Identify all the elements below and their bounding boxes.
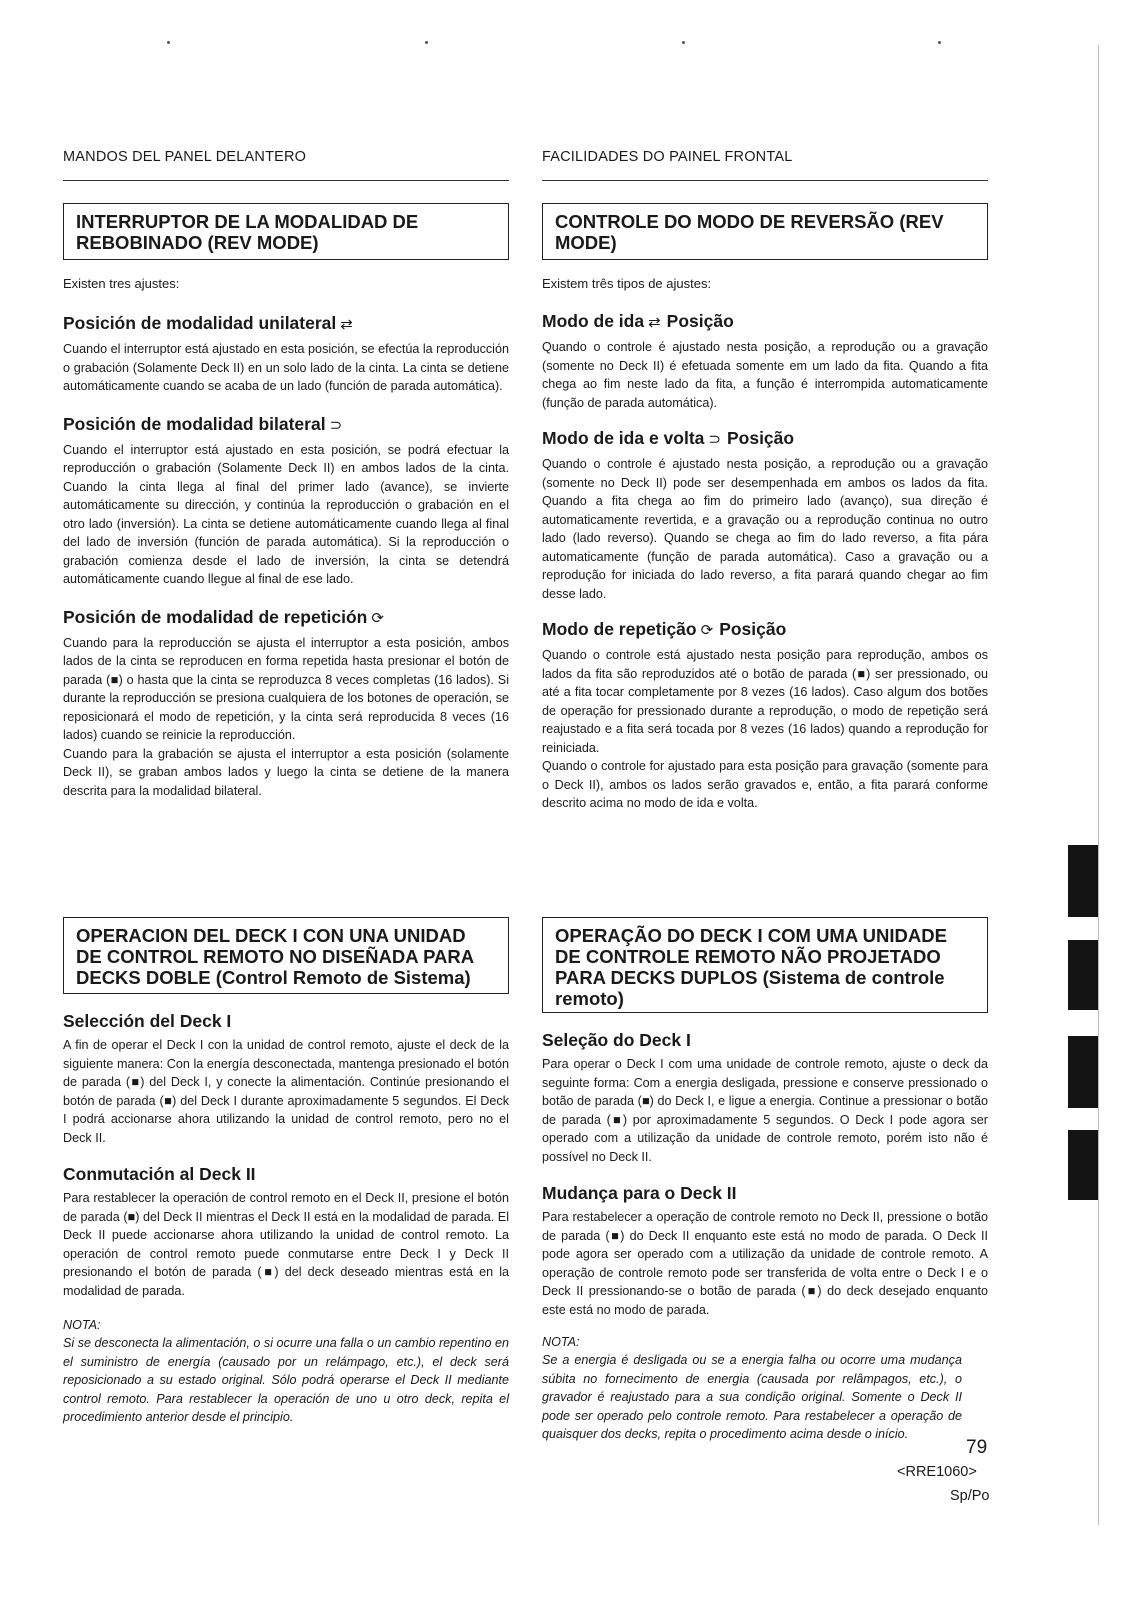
left-bottom-column: [63, 1010, 509, 1427]
repeticao-heading-after: Posição: [719, 619, 787, 639]
rev-mode-title-box-es: INTERRUPTOR DE LA MODALIDAD DE REBOBINADO (REV MODE): [63, 203, 509, 260]
scan-speck: [167, 41, 170, 44]
page-edge-line: [1098, 45, 1099, 1525]
repeticao-heading: [542, 618, 988, 642]
nota-label-pt: NOTA:: [542, 1335, 580, 1349]
right-top-column: [542, 275, 988, 813]
thumb-tab: [1068, 1036, 1098, 1108]
unilateral-text: Cuando el interruptor está ajustado en esta posición, se efectúa la reproducción o grabación (Solamente Deck II) en un solo lado de la cinta. La cinta se detiene automáticamente cuando se acaba de un lado (función de parada automática).: [63, 342, 509, 393]
scan-speck: [938, 41, 941, 44]
switch-deck-heading-es: Conmutación al Deck II: [63, 1164, 256, 1184]
bilateral-heading-text: Posición de modalidad bilateral: [63, 413, 326, 434]
unilateral-heading-text: Posición de modalidad unilateral: [63, 313, 337, 333]
thumb-tab: [1068, 940, 1098, 1010]
ida-heading-text: Modo de ida: [542, 311, 645, 331]
ida-heading-after: Posição: [666, 311, 734, 331]
repeticao-heading-text: Modo de repetição: [542, 619, 697, 639]
ida-heading: [542, 310, 988, 334]
repeticao-text-2: Quando o controle for ajustado para esta posição para gravação (somente para o Deck II), ambos os lados serão gravados e, então, a fita parará conforme descrito acima no modo de ida e volta.: [542, 759, 988, 810]
rev-intro-pt: Existem três tipos de ajustes:: [542, 276, 712, 291]
repeat-text-2: Cuando para la grabación se ajusta el interruptor a esta posición (solamente Deck II), se graban ambos lados y luego la cinta se detiene de la manera descrita para la modalidad bilateral.: [63, 746, 509, 798]
header-left: MANDOS DEL PANEL DELANTERO: [63, 149, 307, 165]
repeat-heading-text: Posición de modalidad de repetición: [63, 606, 368, 627]
page-number: 79: [966, 1437, 988, 1458]
document-code: <RRE1060>: [897, 1464, 977, 1480]
header-rule-right: [542, 180, 988, 181]
thumb-tab: [1068, 1130, 1098, 1200]
switch-deck-text-pt: Para restabelecer a operação de controle remoto no Deck II, pressione o botão de parada (■) do Deck II enquanto este está no modo de parada. O Deck II pode agora ser operado com a utilização da unidade de controle remoto. A operação de controle remoto pode ser transferida de volta entre o Deck I e o Deck II pressionando-se o botão de parada (■) do deck desejado enquanto este está no modo de parada.: [542, 1210, 988, 1317]
nota-label-es: NOTA:: [63, 1318, 101, 1332]
select-deck-heading-es: Selección del Deck I: [63, 1011, 232, 1031]
repeat-heading: [63, 606, 509, 630]
header-rule-left: [63, 180, 509, 181]
remote-title-box-es: OPERACION DEL DECK I CON UNA UNIDAD DE CONTROL REMOTO NO DISEÑADA PARA DECKS DOBLE (Control Remoto de Sistema): [63, 917, 509, 994]
nota-text-pt: Se a energia é desligada ou se a energia falha ou ocorre uma mudança súbita no fornecimento de energia (causada por relâmpagos, etc.), o gravador é reajustado para a sua condição original. Somente o Deck II pode ser operado pelo controle remoto. Para restabelecer a operação de quaisquer dos decks, repita o procedimento acima desde o início.: [542, 1353, 962, 1441]
bilateral-mode-icon: ⊃: [329, 416, 343, 434]
repeticao-mode-icon: ⟳: [700, 622, 714, 639]
repeat-mode-icon: ⟳: [371, 609, 384, 627]
repeticao-text-1: Quando o controle está ajustado nesta posição para reprodução, ambos os lados da fita são reproduzidos até o botão de parada (■) ser pressionado, ou até a fita tocar completamente por 8 vezes (16 lados). Caso algum dos botões de operação for pressionado durante a reprodução, o modo de repetição será reajustado e a fita será tocada por 8 vezes (16 lados) quando a reprodução for reiniciada.: [542, 648, 988, 755]
ida-mode-icon: ⇄: [648, 314, 661, 331]
left-top-column: [63, 275, 509, 800]
volta-mode-icon: ⊃: [708, 431, 721, 448]
volta-text: Quando o controle é ajustado nesta posição, a reprodução ou a gravação (somente no Deck II) pode ser desempenhada em ambos os lados da fita. Quando a fita chega ao fim do primeiro lado (avanço), sua direção é automaticamente revertida, e a gravação ou a reprodução continua no outro lado (lado reverso). Quando se chega ao fim do lado reverso, a fita pára automaticamente (função de parada automática). Caso a gravação ou a reprodução for iniciada do lado reverso, a fita parará quando chegar ao fim desse lado.: [542, 457, 988, 601]
ida-text: Quando o controle é ajustado nesta posição, a reprodução ou a gravação (somente no Deck II) é efetuada somente em um lado da fita. Quando a fita chega ao fim neste lado da fita, a função é interrompida automaticamente (função de parada automática).: [542, 340, 988, 410]
unilateral-heading: [63, 312, 509, 336]
switch-deck-text-es: Para restablecer la operación de control remoto en el Deck II, presione el botón de parada (■) del Deck II mientras el Deck II está en la modalidad de parada. El Deck II puede accionarse ahora utilizando la unidad de control remoto. La operación de control remoto puede conmutarse entre Deck I y Deck II presionando el botón de parada (■) del deck deseado mientras está en la modalidad de parada.: [63, 1191, 509, 1298]
scan-speck: [682, 41, 685, 44]
repeat-text-1: Cuando para la reproducción se ajusta el interruptor a esta posición, ambos lados de la cinta se reproducen en forma repetida hasta presionar el botón de parada (■) o hasta que la cinta se reproduzca 8 veces completas (16 lados). Si durante la reproducción se presiona cualquiera de los botones de operación, se reposicionará el modo de repetición, y la cinta será reproducida 8 veces (16 lados) cuando se reinicie la reproducción.: [63, 635, 509, 742]
bilateral-heading: [63, 413, 509, 437]
header-right: FACILIDADES DO PAINEL FRONTAL: [542, 149, 793, 165]
volta-heading: [542, 427, 988, 451]
select-deck-text-pt: Para operar o Deck I com uma unidade de controle remoto, ajuste o deck da seguinte forma: Com a energia desligada, pressione e conserve pressionado o botão de parada (■) do Deck I, e ligue a energia. Continue a pressionar o botão de parada (■) por aproximadamente 5 segundos. O Deck I pode agora ser operado com a utilização da unidade de controle remoto, porém isto não é possível no Deck II.: [542, 1057, 988, 1164]
rev-intro-es: Existen tres ajustes:: [63, 276, 180, 291]
bilateral-text: Cuando el interruptor está ajustado en esta posición, se podrá efectuar la reproducción o grabación (Solamente Deck II) en ambos lados de la cinta. Cuando la cinta llega al final del primer lado (avance), se invierte automáticamente su dirección, y continúa la reproducción o grabación en el otro lado (inversión). La cinta se detiene automáticamente cuando llega al final del lado de inversión (función de parada automática). Si la reproducción o grabación comienza desde el lado de inversión, la cinta se detendrá automáticamente cuando llegue al final de ese lado.: [63, 442, 509, 586]
language-code: Sp/Po: [950, 1488, 990, 1504]
scan-speck: [425, 41, 428, 44]
rev-mode-title-box-pt: CONTROLE DO MODO DE REVERSÃO (REV MODE): [542, 203, 988, 260]
right-bottom-column: [542, 1029, 988, 1444]
select-deck-heading-pt: Seleção do Deck I: [542, 1030, 691, 1050]
unilateral-mode-icon: ⇄: [340, 316, 353, 333]
volta-heading-text: Modo de ida e volta: [542, 428, 705, 448]
remote-title-box-pt: OPERAÇÃO DO DECK I COM UMA UNIDADE DE CONTROLE REMOTO NÃO PROJETADO PARA DECKS DUPLOS (Sistema de controle remoto): [542, 917, 988, 1013]
switch-deck-heading-pt: Mudança para o Deck II: [542, 1183, 737, 1203]
select-deck-text-es: A fin de operar el Deck I con la unidad de control remoto, ajuste el deck de la siguiente manera: Con la energía desconectada, mantenga presionado el botón de parada (■) del Deck I, y conecte la alimentación. Continúe presionando el botón de parada (■) del Deck I durante aproximadamente 5 segundos. El Deck I podrá accionarse ahora utilizando la unidad de control remoto, pero no el Deck II.: [63, 1038, 509, 1145]
thumb-tab: [1068, 845, 1098, 917]
nota-text-es: Si se desconecta la alimentación, o si ocurre una falla o un cambio repentino en el suministro de energía (causado por un relámpago, etc.), el deck será reposicionado a su estado original. Sólo podrá operarse el Deck II mediante control remoto. Para restablecer la operación de uno u otro deck, repita el procedimiento anterior desde el principio.: [63, 1336, 509, 1424]
volta-heading-after: Posição: [726, 428, 795, 448]
